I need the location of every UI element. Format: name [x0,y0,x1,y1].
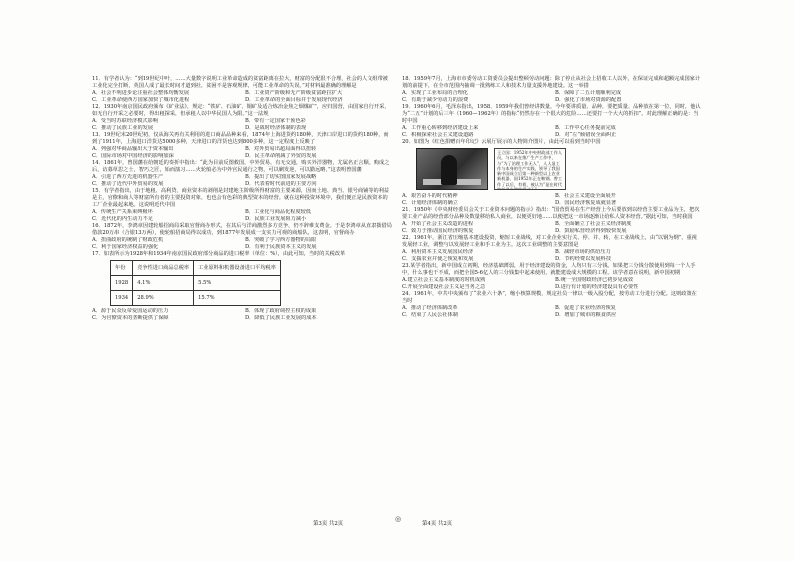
option-b: B．提出了切实图国家发展战略 [245,174,317,180]
table-row [111,291,281,306]
option-a: A．扭曲政府的统制了财政危机 [92,237,164,243]
question-21 [402,207,702,235]
option-d: D．增加了城市的粮食供应 [555,312,617,318]
question-13 [92,132,392,160]
option-c: C．国际市场对中国经济的影响加深 [92,153,174,159]
table-row [111,276,281,291]
question-stem: 12．1930年南京国民政府颁布《矿业法》，规定：“铁矿、石油矿、铜矿及适合炼冶金焦之烟煤矿”，应归国营，由国家自行开采，如无自行开采之必要时，得出租探采，但承租人以中华民国人为限。”这一法规 [92,104,390,117]
question-stem: 23.某学者指出，新中国成立初期，经济基础薄弱，用于经济建设的资金，人均只有三分钱。如果把三分钱分散使用到每一个人手中，什么事也干不成，而把全国5-6亿人的三分钱集中起来使用，就能建设成大规模的工程。该学者意在说明，新中国初期 [402,263,696,276]
question-22 [402,235,702,263]
option-c: C．近代化的内生动力不足 [92,216,154,222]
table-cell: 1934 [111,291,133,306]
option-c: C．致力于推动国民经济的恢复 [402,228,474,234]
question-stem: 16．1872年，李鸿章因建轮船招商局采取官督商办形式，在其后与洋商激烈多方竞争，仍不辞难支费金。于是李鸿章从直隶拨借局借款20万串（合银13万两），使轮船招商局得以成功，到1877年发展成一支实力可观的商船队，这表明，官督商办 [92,223,392,236]
option-c: C．工业革命使西方国家加快了城市化进程 [92,97,190,103]
figure-caption: 王立国：1952年中央财政部工作人员，与以来在推广生产工作中，与“为了治理工作无人”，人人显工作与本身的生产实践，领导了我国新中国成立后第一种新型以上农业新机器，国1952年正在鞍钢。曾工作了以后，有着，被认为“是在时代的前进步骤的带动下”。 [494,148,566,190]
option-b: B．促进了农业经济的恢复 [555,305,616,311]
person-silhouette [441,155,457,185]
option-d: D．代表着时代前进的主要方向 [245,181,317,187]
table-cell: 5.5% [194,276,281,291]
center-divider-icon: ◎ [395,515,402,523]
option-a: A．社会不明进步论注重社会整体均衡发展 [92,90,190,96]
option-b: B．带有一定国家干预色彩 [245,118,306,124]
option-d: D．是战时经济体制的表现 [245,125,307,131]
option-a: A.建立社会主义基本制度的时机成熟 [402,277,486,283]
option-a: A．列强对华商品输出大于资本输出 [92,146,174,152]
option-d: D．降低了民族工业发展的成本 [245,315,317,321]
option-c: C．为官僚资本的垄断提供了保障 [92,315,169,321]
question-stem: 17．如表所示为1928年和1934年南京国民政府部分商品的进口税率（单位：%），由此可知，当时的关税改革 [92,251,346,257]
right-column [402,76,702,319]
question-18 [402,76,702,104]
option-b: B.统一全国财政经济已初步见成效 [555,277,634,283]
table-header: 竞争性进口商品总税率 [133,261,194,276]
option-a: A．工作重心转移到经济建设上来 [402,125,479,131]
table-header: 年份 [111,261,133,276]
question-stem: 22．1961年，浙江省压缩基本建设投资，缩短工业战线，对工业企业实行关、停、并、转，在工业战线上，由“以钢为纲”，重视发展轻工业，调整与以发展轻工业和手工业为主。这次工业调整的主要意图是 [402,235,697,248]
question-stem: 11．有学者认为：“到19世纪中叶，……大量数字说明工业革命造成的贫富距离在拉大，财富的分配很不合理，社会的人文组带被工业化完全打断，英国人成了最长时间才道到社，贫困不是客观规律，可能工业革命的失误。”对材料最准确的理解是 [92,76,388,89]
question-24 [402,291,702,319]
tariff-table [110,260,281,306]
option-d: D．工业革命的全面目标并于发展现代经济 [245,97,343,103]
figure [416,148,702,190]
question-stem: 24．1961年，中共中央颁布了“农业六十条”，缩小核算规模，规定社员一律以一级入股分配，按劳动工分进行分配。这则政策在当时 [402,291,697,304]
page-number-right: 第4页 共2页 [422,521,453,527]
question-14 [92,160,392,188]
option-a: A．艰苦奋斗的时代精神 [402,193,458,199]
option-d: D．有利于民族资本主义的发展 [245,244,317,250]
question-15 [92,188,392,223]
option-c: C．结束了人民公社体制 [402,312,458,318]
page-number-left: 第3页 共2页 [313,521,344,527]
question-19 [402,104,702,139]
question-stem: 13．19世纪末20世纪初，仅从海关再有关利用的进口商品品种来看，1874年上海进货约180种，天津口岸进口的货约180种，而到了1911年，上海进口洋货达5000多种，天津进口的洋货也达到800多种，这一定程度上反映了 [92,132,389,145]
left-column [92,76,392,322]
table-cell: 28.9% [133,291,194,306]
option-b: B．突破了学习西方器物的局限 [245,237,317,243]
option-c: C．推动了近代中外贸易的发展 [92,181,164,187]
table-cell: 1928 [111,276,133,291]
option-b: B．工作中心任务提前完成 [555,125,616,131]
option-c: C．利于国家经济权益的强化 [92,244,159,250]
question-20 [402,139,702,207]
option-b: B．体现了政府调控主权的成果 [245,308,317,314]
option-b: B．工业资产阶级和无产阶级贫富距拉扩大 [245,90,343,96]
historical-photo [416,148,488,190]
option-c: C．推动了民族工业的发展 [92,125,154,131]
option-a: A．推动了经济体制改革 [402,305,458,311]
option-d: D．民族工业发展阻力减小 [245,216,307,222]
option-b: B．全面确立了社会主义经济制度 [555,221,632,227]
question-17 [92,251,392,322]
option-d: D．民主革命削减了外贸的发展 [245,153,317,159]
table-header: 工业原料和机器设备进口平均税率 [194,261,281,276]
option-d: D．国民经济恢复成就显著 [555,200,617,206]
option-c: C.开展全面建设社会主义是当务之急 [402,284,486,290]
option-c: C．支援农业并使之恢复和发展 [402,256,474,262]
table-cell: 15.7% [194,291,281,306]
option-a: A．受当时苏联经济模式影响 [92,118,158,124]
option-a: A．开始了社会主义改造的进程 [402,221,474,227]
question-stem: 14．1861年，曾国藩在给朝廷的奏折中指出：“此为目前反图救国，中外贸易，有无交通，购买外洋器物，尤属名正言顺。购成之后，访募草思之士，智巧之匠，始而演习……火轮船必为中外官民通行之物，可以剿发逆，可以勤远略，”这表明曾国藩 [92,160,390,173]
option-a: A．引进了西方先进的机器生产 [92,174,164,180]
option-d: D．节约经费以发展科技 [555,256,612,262]
option-c: C．积极探索社会主义建设道路 [402,132,474,138]
table-header-row [111,261,281,276]
option-a: A．源于民众反帝爱国运动的压力 [92,308,169,314]
option-d: D．强化了市场对资源的配置 [555,97,622,103]
question-stem: 15．有学者指出，由于地租、高利贷，商业资本的剥削是封建地主阶级所得财富的主要来源，因而土地、典当、银号商铺等的利益是主，官僚和商人等财富所有者的主要投资对象，也也会有色彩的典型资本的经营。就在这种投资环境中，我们便正是民族资本的工厂企业最起来地。这说明近代中国 [92,188,390,208]
option-b: B．对外贸易出超局面得以扭转 [245,146,317,152]
question-16 [92,223,392,251]
question-stem: 19．1960年6月，毛泽东指出，1958、1959年我们曾经讲数量，今年要讲质量、品种，要把质量、品种放在第一位，同时，他认为“二五”计划的后三年（1960—1962年）的指标“仍然存在一个很大的危险……还要打一个大大的折扣”。对此理解正确的是：当时中国 [402,104,701,124]
option-b: B．减轻市场的供给压力 [555,249,611,255]
option-d: D．鼓励私营经济得到较快发展 [555,228,627,234]
option-b: B．保障了二五计划顺利完成 [555,90,622,96]
question-11 [92,76,392,104]
question-23 [402,263,702,291]
option-a: A．实现了工业布局的合理化 [402,90,468,96]
question-stem: 18．1959年7月，上海市市委劳动工资委员会提出整顿劳动问题：除了停止从社会上招收工人以外，在保证完成和超额完成国家计划的前提下，在全市范围内抽调一批熟练工人和技术力量支援外地建设。这一举措 [402,76,701,89]
option-d: D.进行有计划的经济建设具有必要性 [555,284,639,290]
question-stem: 21．1950年《中央财经委员会关于工业资本问题的指示》指出：“国营贸易在生产经营上今后要放到以经营主要工业品为主，把次要工业产品的经营部分品种及数量移给私人商业，以便更好地……以便把这一市场逐渐让给私人资本经营。”据此可知，当时我国 [402,207,700,220]
option-d: D．对“左”倾错误全面纠正 [555,132,617,138]
option-b: B．社会主义建设全面展开 [555,193,616,199]
option-c: C．有助于减少劳动力的浪费 [402,97,469,103]
question-12 [92,104,392,132]
option-a: A．传统生产关系束缚极坏 [92,209,153,215]
option-b: B．工业化与商品化程度较低 [245,209,312,215]
option-a: A．利用资本主义发展国民经济 [402,249,474,255]
option-c: C．计划经济体制的确立 [402,200,458,206]
question-stem: 20．如图为《红色捐赠百年印记》云展厅展示的人物简介图片，由此可以看到当时中国 [402,139,601,145]
table-cell: 4.1% [133,276,194,291]
